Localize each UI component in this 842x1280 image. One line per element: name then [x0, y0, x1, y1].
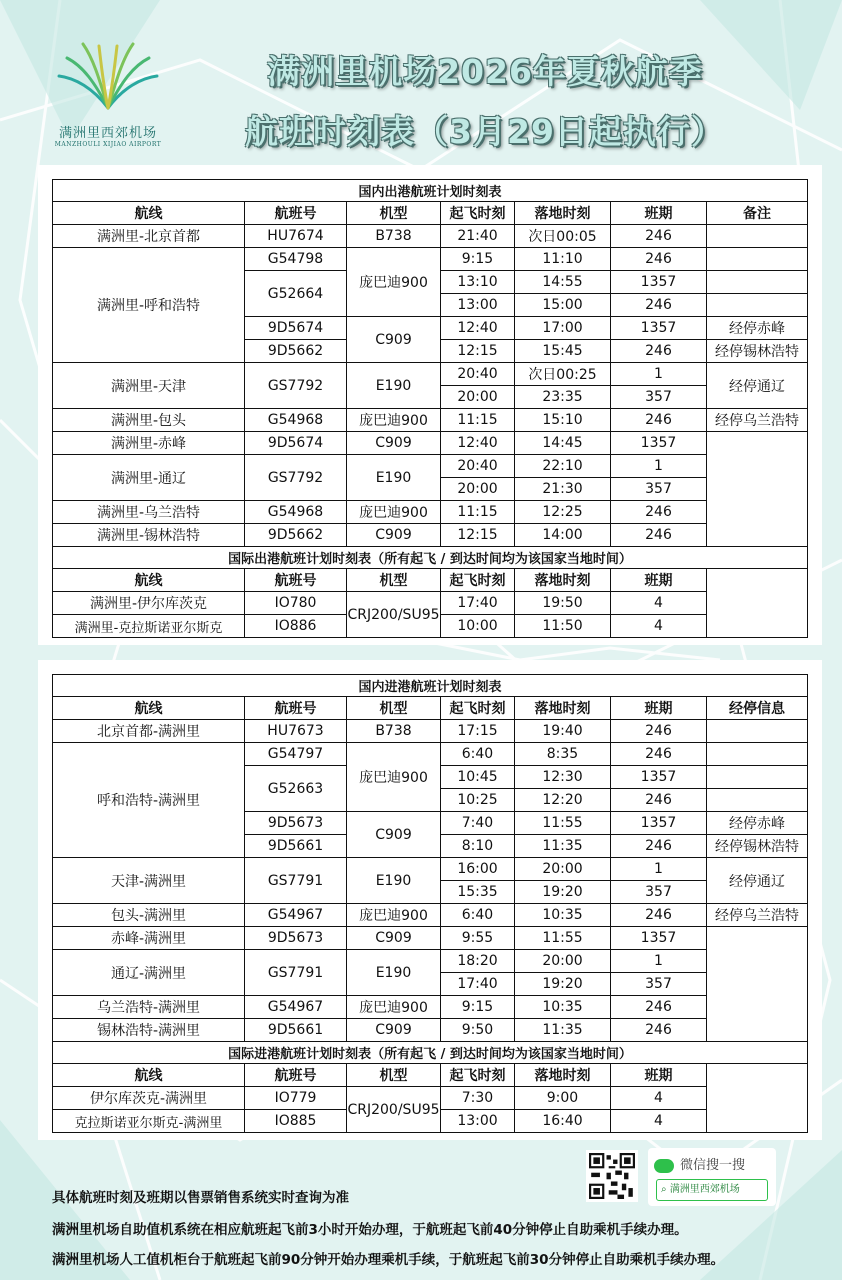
- arr-cell: 9:00: [515, 1087, 611, 1110]
- col-arr: 落地时刻: [515, 202, 611, 225]
- flight-cell: IO779: [245, 1087, 347, 1110]
- table-header-row: [53, 202, 808, 225]
- days-cell: 246: [611, 904, 707, 927]
- type-cell: C909: [347, 317, 441, 363]
- flight-cell: 9D5674: [245, 317, 347, 340]
- flight-cell: G54968: [245, 409, 347, 432]
- arr-cell: 次日00:25: [515, 363, 611, 386]
- inbound-schedule-panel: [38, 660, 822, 1140]
- type-cell: E190: [347, 455, 441, 501]
- days-cell: 246: [611, 340, 707, 363]
- route-cell: 满洲里-伊尔库茨克: [53, 592, 245, 615]
- days-cell: 4: [611, 1087, 707, 1110]
- arr-cell: 11:35: [515, 835, 611, 858]
- dep-cell: 10:25: [441, 789, 515, 812]
- col-route: 航线: [53, 1064, 245, 1087]
- note-cell: 经停锡林浩特: [707, 340, 808, 363]
- type-cell: 庞巴迪900: [347, 904, 441, 927]
- flight-cell: G54798: [245, 248, 347, 271]
- dep-cell: 16:00: [441, 858, 515, 881]
- route-cell: 满洲里-天津: [53, 363, 245, 409]
- dep-cell: 13:00: [441, 1110, 515, 1133]
- dep-cell: 11:15: [441, 409, 515, 432]
- arr-cell: 12:20: [515, 789, 611, 812]
- arr-cell: 15:45: [515, 340, 611, 363]
- route-cell: 满洲里-锡林浩特: [53, 524, 245, 547]
- route-cell: 满洲里-北京首都: [53, 225, 245, 248]
- table-row: [53, 455, 808, 478]
- table-row: [53, 524, 808, 547]
- col-route: 航线: [53, 697, 245, 720]
- type-cell: C909: [347, 1019, 441, 1042]
- type-cell: CRJ200/SU95: [347, 592, 441, 638]
- table-row: [53, 858, 808, 881]
- note-cell: 经停赤峰: [707, 812, 808, 835]
- flight-cell: G52664: [245, 271, 347, 317]
- days-cell: 1: [611, 950, 707, 973]
- days-cell: 246: [611, 743, 707, 766]
- dep-cell: 7:40: [441, 812, 515, 835]
- dep-cell: 17:40: [441, 592, 515, 615]
- page-title-line1: 满洲里机场2026年夏秋航季: [267, 52, 703, 91]
- days-cell: 1357: [611, 432, 707, 455]
- col-arr: 落地时刻: [515, 1064, 611, 1087]
- table-row: [53, 1019, 808, 1042]
- arr-cell: 12:30: [515, 766, 611, 789]
- flight-cell: 9D5662: [245, 524, 347, 547]
- route-cell: 满洲里-通辽: [53, 455, 245, 501]
- arr-cell: 21:30: [515, 478, 611, 501]
- col-stopover: 经停信息: [707, 697, 808, 720]
- dep-cell: 10:45: [441, 766, 515, 789]
- inbound-schedule-table: [52, 674, 808, 1133]
- table-row: [53, 720, 808, 743]
- arr-cell: 15:00: [515, 294, 611, 317]
- flight-cell: 9D5673: [245, 812, 347, 835]
- route-cell: 克拉斯诺亚尔斯克-满洲里: [53, 1110, 245, 1133]
- route-cell: 乌兰浩特-满洲里: [53, 996, 245, 1019]
- col-days: 班期: [611, 569, 707, 592]
- type-cell: 庞巴迪900: [347, 501, 441, 524]
- arr-cell: 14:45: [515, 432, 611, 455]
- arr-cell: 14:55: [515, 271, 611, 294]
- flight-cell: IO885: [245, 1110, 347, 1133]
- days-cell: 246: [611, 248, 707, 271]
- qr-code-icon: [589, 1153, 635, 1199]
- note-cell: [707, 248, 808, 271]
- wechat-search-field[interactable]: [656, 1179, 768, 1201]
- route-cell: 锡林浩特-满洲里: [53, 1019, 245, 1042]
- flight-cell: G54967: [245, 996, 347, 1019]
- note-cell: [707, 927, 808, 1042]
- type-cell: C909: [347, 812, 441, 858]
- note-cell: [707, 743, 808, 766]
- page-title-line2: 航班时刻表（3月29日起执行）: [245, 112, 725, 151]
- days-cell: 357: [611, 973, 707, 996]
- empty-cell: [707, 1064, 808, 1133]
- route-cell: 满洲里-包头: [53, 409, 245, 432]
- flight-cell: 9D5661: [245, 1019, 347, 1042]
- col-type: 机型: [347, 697, 441, 720]
- col-dep: 起飞时刻: [441, 202, 515, 225]
- arr-cell: 20:00: [515, 858, 611, 881]
- type-cell: 庞巴迪900: [347, 996, 441, 1019]
- dep-cell: 11:15: [441, 501, 515, 524]
- days-cell: 1357: [611, 271, 707, 294]
- days-cell: 246: [611, 996, 707, 1019]
- arr-cell: 11:55: [515, 927, 611, 950]
- intl-out-title: 国际出港航班计划时刻表（所有起飞 / 到达时间均为该国家当地时间）: [53, 547, 808, 569]
- flight-cell: GS7792: [245, 455, 347, 501]
- airport-logo: [38, 38, 178, 158]
- col-route: 航线: [53, 569, 245, 592]
- flight-cell: GS7792: [245, 363, 347, 409]
- col-dep: 起飞时刻: [441, 1064, 515, 1087]
- dep-cell: 12:15: [441, 340, 515, 363]
- table-row: [53, 363, 808, 386]
- type-cell: 庞巴迪900: [347, 409, 441, 432]
- days-cell: 246: [611, 524, 707, 547]
- table-row: [53, 996, 808, 1019]
- col-type: 机型: [347, 1064, 441, 1087]
- dep-cell: 9:15: [441, 996, 515, 1019]
- logo-name-en: MANZHOULI XIJIAO AIRPORT: [54, 141, 162, 148]
- type-cell: 庞巴迪900: [347, 248, 441, 317]
- note-cell: [707, 432, 808, 547]
- table-row: [53, 1087, 808, 1110]
- table-row: [53, 409, 808, 432]
- table-header-row: [53, 1064, 808, 1087]
- days-cell: 1357: [611, 812, 707, 835]
- col-dep: 起飞时刻: [441, 569, 515, 592]
- flight-cell: HU7673: [245, 720, 347, 743]
- note-cell: [707, 789, 808, 812]
- table-row: [53, 743, 808, 766]
- dep-cell: 20:40: [441, 455, 515, 478]
- note-cell: [707, 271, 808, 294]
- note-cell: [707, 225, 808, 248]
- col-flight: 航班号: [245, 202, 347, 225]
- route-cell: 通辽-满洲里: [53, 950, 245, 996]
- type-cell: B738: [347, 720, 441, 743]
- days-cell: 357: [611, 386, 707, 409]
- arr-cell: 10:35: [515, 996, 611, 1019]
- table-row: [53, 225, 808, 248]
- arr-cell: 19:50: [515, 592, 611, 615]
- col-days: 班期: [611, 1064, 707, 1087]
- note-cell: 经停锡林浩特: [707, 835, 808, 858]
- qr-code[interactable]: [586, 1150, 638, 1202]
- wechat-search-header: [654, 1154, 745, 1173]
- dep-cell: 20:40: [441, 363, 515, 386]
- arr-cell: 23:35: [515, 386, 611, 409]
- table-row: [53, 950, 808, 973]
- dep-cell: 20:00: [441, 478, 515, 501]
- route-cell: 满洲里-赤峰: [53, 432, 245, 455]
- arr-cell: 11:55: [515, 812, 611, 835]
- table-row: [53, 432, 808, 455]
- type-cell: C909: [347, 432, 441, 455]
- arr-cell: 12:25: [515, 501, 611, 524]
- days-cell: 246: [611, 501, 707, 524]
- dep-cell: 13:00: [441, 294, 515, 317]
- days-cell: 246: [611, 835, 707, 858]
- table-row: [53, 592, 808, 615]
- dep-cell: 9:50: [441, 1019, 515, 1042]
- col-type: 机型: [347, 202, 441, 225]
- type-cell: C909: [347, 524, 441, 547]
- flight-cell: G52663: [245, 766, 347, 812]
- domestic-out-title: 国内出港航班计划时刻表: [53, 180, 808, 202]
- arr-cell: 17:00: [515, 317, 611, 340]
- domestic-in-title: 国内进港航班计划时刻表: [53, 675, 808, 697]
- dep-cell: 6:40: [441, 743, 515, 766]
- note-cell: [707, 294, 808, 317]
- dep-cell: 18:20: [441, 950, 515, 973]
- days-cell: 1357: [611, 927, 707, 950]
- type-cell: E190: [347, 363, 441, 409]
- col-route: 航线: [53, 202, 245, 225]
- arr-cell: 11:10: [515, 248, 611, 271]
- col-flight: 航班号: [245, 1064, 347, 1087]
- outbound-schedule-table: [52, 179, 808, 638]
- route-cell: 满洲里-呼和浩特: [53, 248, 245, 363]
- note-cell: 经停通辽: [707, 363, 808, 409]
- arr-cell: 19:20: [515, 973, 611, 996]
- logo-name-cn: 满洲里西郊机场: [58, 126, 157, 141]
- note-cell: [707, 720, 808, 743]
- days-cell: 246: [611, 225, 707, 248]
- dep-cell: 21:40: [441, 225, 515, 248]
- col-dep: 起飞时刻: [441, 697, 515, 720]
- arr-cell: 14:00: [515, 524, 611, 547]
- search-icon: ⌕: [661, 1184, 670, 1195]
- dep-cell: 13:10: [441, 271, 515, 294]
- outbound-schedule-panel: [38, 165, 822, 645]
- type-cell: E190: [347, 950, 441, 996]
- route-cell: 赤峰-满洲里: [53, 927, 245, 950]
- route-cell: 伊尔库茨克-满洲里: [53, 1087, 245, 1110]
- flight-cell: GS7791: [245, 950, 347, 996]
- arr-cell: 15:10: [515, 409, 611, 432]
- dep-cell: 9:55: [441, 927, 515, 950]
- route-cell: 满洲里-乌兰浩特: [53, 501, 245, 524]
- wechat-search-box[interactable]: [648, 1148, 776, 1206]
- dep-cell: 20:00: [441, 386, 515, 409]
- wechat-search-icon: [654, 1159, 674, 1173]
- arr-cell: 22:10: [515, 455, 611, 478]
- col-note: 备注: [707, 202, 808, 225]
- col-days: 班期: [611, 202, 707, 225]
- arr-cell: 11:50: [515, 615, 611, 638]
- days-cell: 357: [611, 881, 707, 904]
- footer-note-3: 满洲里机场人工值机柜台于航班起飞前90分钟开始办理乘机手续，于航班起飞前30分钟停止自助乘机手续办理。: [52, 1252, 725, 1268]
- dep-cell: 12:40: [441, 432, 515, 455]
- days-cell: 246: [611, 1019, 707, 1042]
- flight-cell: 9D5662: [245, 340, 347, 363]
- flight-cell: G54968: [245, 501, 347, 524]
- arr-cell: 16:40: [515, 1110, 611, 1133]
- col-arr: 落地时刻: [515, 569, 611, 592]
- flight-cell: IO886: [245, 615, 347, 638]
- days-cell: 1357: [611, 317, 707, 340]
- dep-cell: 12:15: [441, 524, 515, 547]
- table-row: [53, 501, 808, 524]
- arr-cell: 20:00: [515, 950, 611, 973]
- note-cell: 经停通辽: [707, 858, 808, 904]
- type-cell: B738: [347, 225, 441, 248]
- arr-cell: 次日00:05: [515, 225, 611, 248]
- flight-cell: 9D5661: [245, 835, 347, 858]
- type-cell: C909: [347, 927, 441, 950]
- dep-cell: 9:15: [441, 248, 515, 271]
- days-cell: 1357: [611, 766, 707, 789]
- footer-note-2: 满洲里机场自助值机系统在相应航班起飞前3小时开始办理，于航班起飞前40分钟停止自助乘机手续办理。: [52, 1222, 688, 1238]
- dep-cell: 7:30: [441, 1087, 515, 1110]
- flight-cell: 9D5673: [245, 927, 347, 950]
- col-days: 班期: [611, 697, 707, 720]
- flight-cell: 9D5674: [245, 432, 347, 455]
- dep-cell: 10:00: [441, 615, 515, 638]
- dep-cell: 8:10: [441, 835, 515, 858]
- col-flight: 航班号: [245, 569, 347, 592]
- note-cell: 经停赤峰: [707, 317, 808, 340]
- intl-in-title: 国际进港航班计划时刻表（所有起飞 / 到达时间均为该国家当地时间）: [53, 1042, 808, 1064]
- flight-cell: GS7791: [245, 858, 347, 904]
- dep-cell: 15:35: [441, 881, 515, 904]
- type-cell: CRJ200/SU95: [347, 1087, 441, 1133]
- note-cell: 经停乌兰浩特: [707, 409, 808, 432]
- dep-cell: 17:40: [441, 973, 515, 996]
- note-cell: [707, 766, 808, 789]
- arr-cell: 19:20: [515, 881, 611, 904]
- dep-cell: 6:40: [441, 904, 515, 927]
- type-cell: 庞巴迪900: [347, 743, 441, 812]
- days-cell: 1: [611, 455, 707, 478]
- table-row: [53, 904, 808, 927]
- days-cell: 246: [611, 409, 707, 432]
- route-cell: 包头-满洲里: [53, 904, 245, 927]
- dep-cell: 17:15: [441, 720, 515, 743]
- days-cell: 1: [611, 858, 707, 881]
- table-row: [53, 248, 808, 271]
- route-cell: 天津-满洲里: [53, 858, 245, 904]
- col-arr: 落地时刻: [515, 697, 611, 720]
- wings-icon: [53, 38, 163, 118]
- wechat-search-text: 满洲里西郊机场: [669, 1184, 740, 1195]
- days-cell: 4: [611, 592, 707, 615]
- table-header-row: [53, 697, 808, 720]
- col-flight: 航班号: [245, 697, 347, 720]
- arr-cell: 11:35: [515, 1019, 611, 1042]
- days-cell: 246: [611, 720, 707, 743]
- days-cell: 4: [611, 615, 707, 638]
- arr-cell: 10:35: [515, 904, 611, 927]
- type-cell: E190: [347, 858, 441, 904]
- table-row: [53, 927, 808, 950]
- flight-cell: G54967: [245, 904, 347, 927]
- route-cell: 北京首都-满洲里: [53, 720, 245, 743]
- wechat-search-label: 微信搜一搜: [680, 1158, 746, 1173]
- flight-cell: HU7674: [245, 225, 347, 248]
- note-cell: 经停乌兰浩特: [707, 904, 808, 927]
- route-cell: 呼和浩特-满洲里: [53, 743, 245, 858]
- days-cell: 4: [611, 1110, 707, 1133]
- days-cell: 1: [611, 363, 707, 386]
- days-cell: 357: [611, 478, 707, 501]
- flight-cell: IO780: [245, 592, 347, 615]
- dep-cell: 12:40: [441, 317, 515, 340]
- arr-cell: 8:35: [515, 743, 611, 766]
- arr-cell: 19:40: [515, 720, 611, 743]
- col-type: 机型: [347, 569, 441, 592]
- days-cell: 246: [611, 789, 707, 812]
- empty-cell: [707, 569, 808, 638]
- table-header-row: [53, 569, 808, 592]
- route-cell: 满洲里-克拉斯诺亚尔斯克: [53, 615, 245, 638]
- days-cell: 246: [611, 294, 707, 317]
- flight-cell: G54797: [245, 743, 347, 766]
- footer-note-1: 具体航班时刻及班期以售票销售系统实时查询为准: [52, 1190, 349, 1206]
